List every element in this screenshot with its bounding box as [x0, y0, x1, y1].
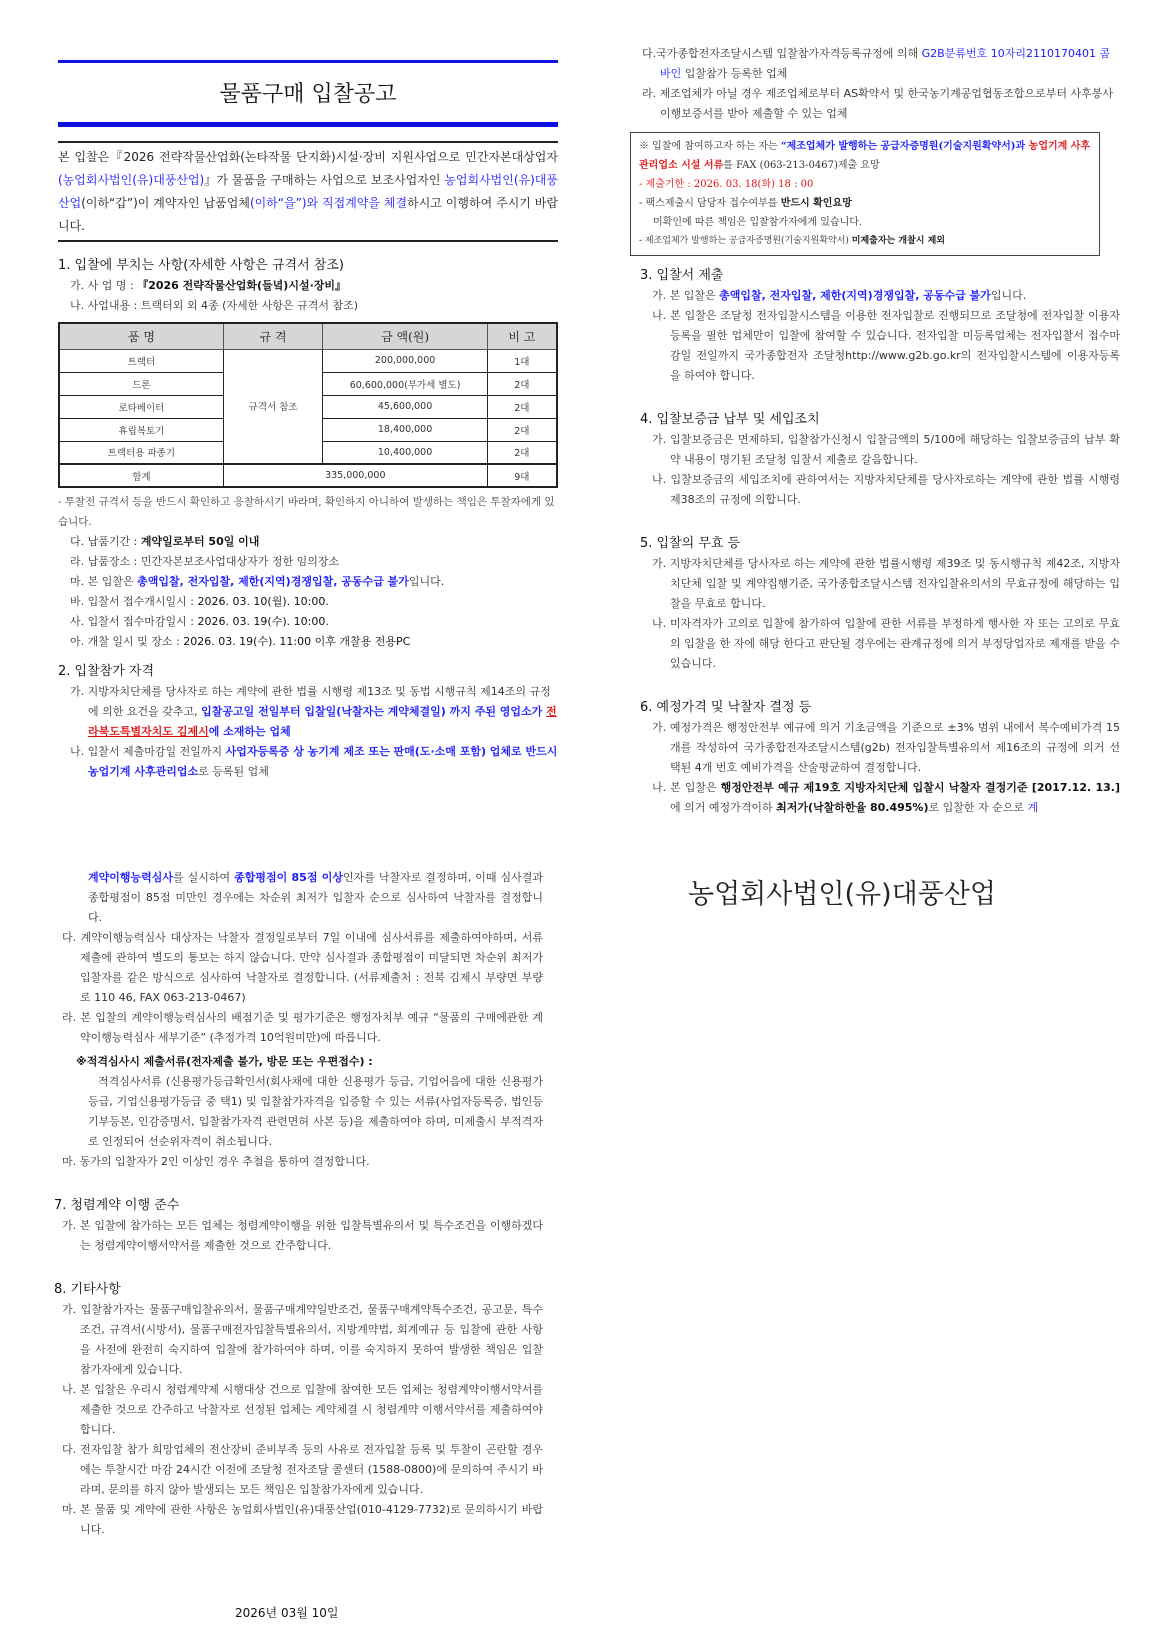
section8-item-ma: 마. 본 물품 및 계약에 관한 사항은 농업회사법인(유)대풍산업(010-4129-7732)로 문의하시기 바랍니다. — [62, 1503, 543, 1536]
section4-item-ga: 가. 입찰보증금은 면제하되, 입찰참가신청시 입찰금액의 5/100에 해당하는 입찰보증금의 납부 확약 내용이 명기된 조달청 입찰서 제출로 갈음합니다. — [652, 433, 1120, 466]
notice-line — [639, 194, 1091, 213]
deadline-line: - 제출기한 : 2026. 03. 18(화) 18 : 00 — [639, 179, 814, 190]
intro-text: 본 입찰은『2026 전략작물산업화(논타작물 단지화)시설·장비 지원사업으로 민간자본대상업자 — [58, 150, 558, 164]
section2-item-ga — [58, 682, 558, 742]
section6-item-ma: 마. 동가의 입찰자가 2인 이상인 경우 추첨을 통하여 결정합니다. — [62, 1155, 370, 1168]
intro-company: (농업회사법인(유)대풍산업) — [58, 173, 205, 187]
section7-item-ga: 가. 본 입찰에 참가하는 모든 업체는 청렴계약이행을 위한 입찰특별유의서 및 특수조건을 이행하겠다는 청렴계약이행서약서를 제출한 것으로 간주합니다. — [62, 1219, 543, 1252]
section6-item-na: 나. 본 입찰은 행정안전부 예규 제19호 지방자치단체 입찰시 낙찰자 결정기준 [2017.12. 13.] 에 의거 예정가격이하 최저가(낙찰하한율 80.495%)로 입찰한 자 순으로 계 — [652, 781, 1120, 814]
col-header-name: 품 명 — [59, 323, 223, 349]
section4-heading: 4. 입찰보증금 납부 및 세입조치 — [640, 412, 820, 427]
section6-item-na-cont — [58, 868, 543, 928]
cell-amount: 60,600,000(부가세 별도) — [323, 372, 487, 395]
section1-item-sa — [58, 612, 558, 632]
text: 로 등록된 업체 — [198, 765, 269, 778]
section3-item-na: 나. 본 입찰은 조달청 전자입찰시스템을 이용한 전자입찰로 진행되므로 조달청에 전자입찰 이용자등록을 필한 업체만이 입찰에 참여할 수 있습니다. 전자입찰 미등록업체는 전자입찰서 접수마감일 전일까지 국가종합전자 조달청http://www.g2b.go.kr의 전자입찰시스템에 이용자등록을 하여야 합니다. — [652, 309, 1120, 382]
cell-total-label: 합계 — [59, 464, 223, 487]
cell-total-note: 9대 — [487, 464, 557, 487]
text: 입찰참가 등록한 업체 — [681, 67, 788, 80]
section1-item-da — [58, 532, 558, 552]
notice-date: 2026년 03월 10일 — [235, 1606, 339, 1620]
highlight: 최저가(낙찰하한율 80.495%) — [776, 801, 929, 814]
section2-item-ra: 라. 제조업체가 아닐 경우 제조업체로부터 AS확약서 및 한국농기계공업협동조합으로부터 사후봉사이행보증서를 받아 제출할 수 있는 업체 — [642, 87, 1114, 120]
text: ※ 입찰에 참여하고자 하는 자는 — [639, 141, 781, 152]
cell-note: 2대 — [487, 395, 557, 418]
section6-item-da: 다. 계약이행능력심사 대상자는 낙찰자 결정일로부터 7일 이내에 심사서류를 제출하여야하며, 서류제출에 관하여 별도의 통보는 하지 않습니다. 만약 심사결과 종합평점이 미달되면 차순위 최저가 입찰자를 같은 방식으로 심사하여 낙찰자로 결정합니다. (서류제출처 : 전북 김제시 부량면 부량로 110 46, FAX 063-213-0467) — [62, 931, 543, 1004]
section7-heading: 7. 청렴계약 이행 준수 — [54, 1198, 180, 1213]
cell-name: 휴립복토기 — [59, 418, 223, 441]
bid-type: 총액입찰, 전자입찰, 제한(지역)경쟁입찰, 공동수급 불가 — [137, 575, 409, 588]
label: 다. 납품기간 : — [70, 535, 141, 548]
section1-item-ra: 라. 납품장소 : 민간자본보조사업대상자가 정한 임의장소 — [70, 555, 340, 568]
section8-item-na: 나. 본 입찰은 우리시 청렴계약제 시행대상 건으로 입찰에 참여한 모든 업체는 청렴계약이행서약서를 제출한 것으로 간주하고 낙찰자로 선정된 업체는 계약체결 시 청렴계약 이행서약서를 제출하여야 합니다. — [62, 1383, 543, 1436]
notice-box — [630, 132, 1100, 256]
notice-line — [639, 232, 1091, 251]
cell-name: 트랙터 — [59, 349, 223, 372]
text: 를 실시하여 — [173, 871, 235, 884]
section2-item-na — [58, 742, 558, 782]
text: 입니다. — [990, 289, 1027, 302]
page-title: 물품구매 입찰공고 — [219, 82, 397, 107]
highlight: 입찰공고일 전일부터 입찰일(낙찰자는 계약체결일) 까지 주된 영업소가 — [201, 705, 547, 718]
highlight: 농업기계 사후관리업소 시설 서류 — [639, 141, 1091, 171]
continuation-column — [54, 868, 543, 1540]
cell-amount: 45,600,000 — [323, 395, 487, 418]
highlight: 종합평점이 85점 이상 — [234, 871, 343, 884]
text: 에 의거 예정가격이하 — [670, 801, 777, 814]
highlight: 계약이행능력심사 — [88, 871, 174, 884]
section8-item-ga: 가. 입찰참가자는 물품구매입찰유의서, 물품구매계약일반조건, 물품구매계약특수조건, 공고문, 특수조건, 규격서(시방서), 물품구매전자입찰특별유의서, 지방계약법, 회계예규 등 입찰에 관한 사항을 사전에 완전히 숙지하여 입찰에 참가하여야 하며, 이를 숙지하지 못하여 발생한 책임은 입찰 참가자에게 있습니다. — [62, 1303, 543, 1376]
cell-note: 2대 — [487, 418, 557, 441]
section3-item-ga — [640, 286, 1120, 306]
section3-heading: 3. 입찰서 제출 — [640, 268, 724, 283]
section6-heading: 6. 예정가격 및 낙찰자 결정 등 — [640, 700, 812, 715]
delivery-period: 계약일로부터 50일 이내 — [140, 535, 260, 548]
highlight: G2B분류번호 10자리2110170401 콤바인 — [660, 47, 1111, 80]
cell-note: 1대 — [487, 349, 557, 372]
section1-heading: 1. 입찰에 부치는 사항(자세한 사항은 규격서 참조) — [58, 258, 344, 273]
highlight: 행정안전부 예규 제19호 지방자치단체 입찰시 낙찰자 결정기준 [2017.12. 13.] — [720, 781, 1120, 794]
close-datetime: 2026. 03. 19(수). 10:00. — [197, 615, 329, 628]
intro-highlight: (이하“을”)와 직접계약을 체결 — [249, 196, 408, 210]
notice-line: 미확인에 따른 책임은 입찰참가자에게 있습니다. — [653, 217, 863, 228]
text: 나. 본 입찰은 — [652, 781, 721, 794]
highlight: 사업자등록증 상 농기계 제조 또는 판매(도·소매 포함) 업체로 반드시 농업기계 사후관리업소 — [88, 745, 558, 778]
docs-heading: ※적격심사시 제출서류(전자제출 불가, 방문 또는 우편접수) : — [76, 1055, 373, 1068]
section6-item-ra: 라. 본 입찰의 계약이행능력심사의 배점기준 및 평가기준은 행정자치부 예규 “물품의 구매에관한 계약이행능력심사 세부기준” (추정가격 10억원미만)에 따릅니다. — [62, 1011, 543, 1044]
company-signature: 농업회사법인(유)대풍산업 — [688, 879, 996, 910]
region-highlight: 전라북도특별자치도 김제시 — [88, 705, 557, 738]
text: - 팩스제출시 담당자 접수여부를 — [639, 198, 781, 209]
section1-item-ma — [58, 572, 558, 592]
intro-text: 하시고 이행하여 주시기 바랍니다. — [58, 196, 558, 233]
cell-amount: 18,400,000 — [323, 418, 487, 441]
cell-total-amount: 335,000,000 — [223, 464, 487, 487]
text: 가. 지방자치단체를 당사자로 하는 계약에 관한 법률 시행령 제13조 및 동법 시행규칙 제14조의 규정에 의한 요건을 갖추고, — [70, 685, 551, 718]
highlight: 에 소재하는 업체 — [208, 725, 291, 738]
open-datetime: 2026. 03. 10(월). 10:00. — [197, 595, 329, 608]
label: 사. 입찰서 접수마감일시 : — [70, 615, 198, 628]
cell-amount: 10,400,000 — [323, 441, 487, 464]
col-header-spec: 규 격 — [223, 323, 323, 349]
text: 인자를 낙찰자로 결정하며, 이때 심사결과 종합평점이 85점 미만인 경우에는 차순위 최저가 입찰자 순으로 심사하여 낙찰자를 결정합니다. — [88, 871, 543, 924]
label: 입니다. — [408, 575, 445, 588]
label: 마. 본 입찰은 — [70, 575, 138, 588]
label: 가. 사 업 명 : — [70, 279, 138, 292]
text: 다.국가종합전자조달시스템 입찰참가자격등록규정에 의해 — [642, 47, 922, 60]
cell-note: 2대 — [487, 441, 557, 464]
cell-note: 2대 — [487, 372, 557, 395]
table-total-row — [59, 464, 557, 487]
intro-text: 』가 물품을 구매하는 사업으로 보조사업자인 — [204, 173, 445, 187]
label: 아. 개찰 일시 및 장소 : — [70, 635, 184, 648]
text: - 제조업체가 발행하는 공급자증명원(기술지원확약서) — [639, 236, 852, 246]
intro-company: 농업회사법인(유)대풍산업 — [58, 173, 558, 210]
text: 를 FAX (063-213-0467)제출 요망 — [723, 160, 880, 171]
section2-item-da — [640, 44, 1120, 84]
label: 바. 입찰서 접수개시일시 : — [70, 595, 198, 608]
highlight: 반드시 확인요망 — [780, 198, 852, 209]
section1-item-a — [58, 632, 558, 652]
bid-notice: - 투찰전 규격서 등을 반드시 확인하고 응찰하시기 바라며, 확인하지 아니하여 발생하는 책임은 투찰자에게 있습니다. — [58, 496, 555, 528]
opening-datetime: 2026. 03. 19(수). 11:00 이후 개찰용 전용PC — [183, 635, 411, 648]
cell-amount: 200,000,000 — [323, 349, 487, 372]
bid-type: 총액입찰, 전자입찰, 제한(지역)경쟁입찰, 공동수급 불가 — [719, 289, 991, 302]
section8-item-da: 다. 전자입찰 참가 희망업체의 전산장비 준비부족 등의 사유로 전자입찰 등록 및 투찰이 곤란할 경우에는 투찰시간 마감 24시간 이전에 조달청 전자조달 콜센터 (1588-0800)에 문의하여 주시기 바라며, 문의를 하지 않아 발생되는 모든 책임은 입찰참가자에게 있습니다. — [62, 1443, 543, 1496]
title-rule-bottom — [58, 122, 558, 127]
notice-line — [639, 137, 1091, 175]
right-column — [640, 44, 1120, 818]
intro-paragraph — [58, 141, 558, 242]
cell-name: 트랙터용 파종기 — [59, 441, 223, 464]
highlight: “제조업체가 발행하는 공급자증명원(기술지원확약서)과 — [780, 141, 1029, 152]
section5-item-ga: 가. 지방자치단체를 당사자로 하는 계약에 관한 법률시행령 제39조 및 동시행규칙 제42조, 지방자치단체 입찰 및 계약집행기준, 국가종합조달시스템 전자입찰유의서의 무효규정에 해당하는 입찰을 무효로 합니다. — [652, 557, 1120, 610]
section1-item-ga — [58, 276, 558, 296]
table-header-row — [59, 323, 557, 349]
section1-item-ba — [58, 592, 558, 612]
left-column — [58, 60, 558, 782]
cell-name: 드론 — [59, 372, 223, 395]
text: 로 입찰한 자 순으로 — [928, 801, 1028, 814]
cell-name: 로타베이터 — [59, 395, 223, 418]
text: 가. 본 입찰은 — [652, 289, 720, 302]
table-row — [59, 349, 557, 372]
section6-item-ga: 가. 예정가격은 행정안전부 예규에 의거 기초금액을 기준으로 ±3% 범위 내에서 복수예비가격 15개를 작성하여 국가종합전자조달시스템(g2b) 전자입찰특별유의서 제16조의 규정에 의거 선택된 4개 번호 예비가격을 산술평균하여 결정합니다. — [652, 721, 1120, 774]
docs-body: 적격심사서류 (신용평가등급확인서(회사채에 대한 신용평가 등급, 기업어음에 대한 신용평가등급, 기업신용평가등급 중 택1) 및 입찰참가자격을 입증할 수 있는 서류(사업자등록증, 법인등기부등본, 인감증명서, 입찰참가자격 관련면허 사본 등)을 제출하여야 하며, 미제출시 부적격자로 인정되어 선순위자격이 취소됩니다. — [88, 1075, 543, 1148]
section5-heading: 5. 입찰의 무효 등 — [640, 536, 741, 551]
section1-item-na: 나. 사업내용 : 트랙터외 외 4종 (자세한 사항은 규격서 참조) — [70, 299, 359, 312]
project-name: 『2026 전략작물산업화(들녘)시설·장비』 — [137, 279, 347, 292]
section4-item-na: 나. 입찰보증금의 세입조치에 관하여서는 지방자치단체를 당사자로하는 계약에 관한 법률 시행령 제38조의 규정에 의합니다. — [652, 473, 1120, 506]
section5-item-na: 나. 미자격자가 고의로 입찰에 참가하여 입찰에 관한 서류를 부정하게 행사한 자 또는 고의로 무효의 입찰을 한 자에 해당 한다고 판단될 경우에는 관계규정에 의거 부정당업자로 제재를 받을 수 있습니다. — [652, 617, 1120, 670]
items-table — [58, 322, 558, 488]
section2-heading: 2. 입찰참가 자격 — [58, 664, 155, 679]
cell-spec: 규격서 참조 — [223, 349, 323, 464]
col-header-amount: 금 액(원) — [323, 323, 487, 349]
intro-text: (이하“갑”)이 계약자인 납품업체 — [81, 196, 250, 210]
section8-heading: 8. 기타사항 — [54, 1282, 121, 1297]
text: 나. 입찰서 제출마감일 전일까지 — [70, 745, 226, 758]
col-header-note: 비 고 — [487, 323, 557, 349]
highlight: 미제출자는 개찰시 제외 — [851, 236, 945, 246]
